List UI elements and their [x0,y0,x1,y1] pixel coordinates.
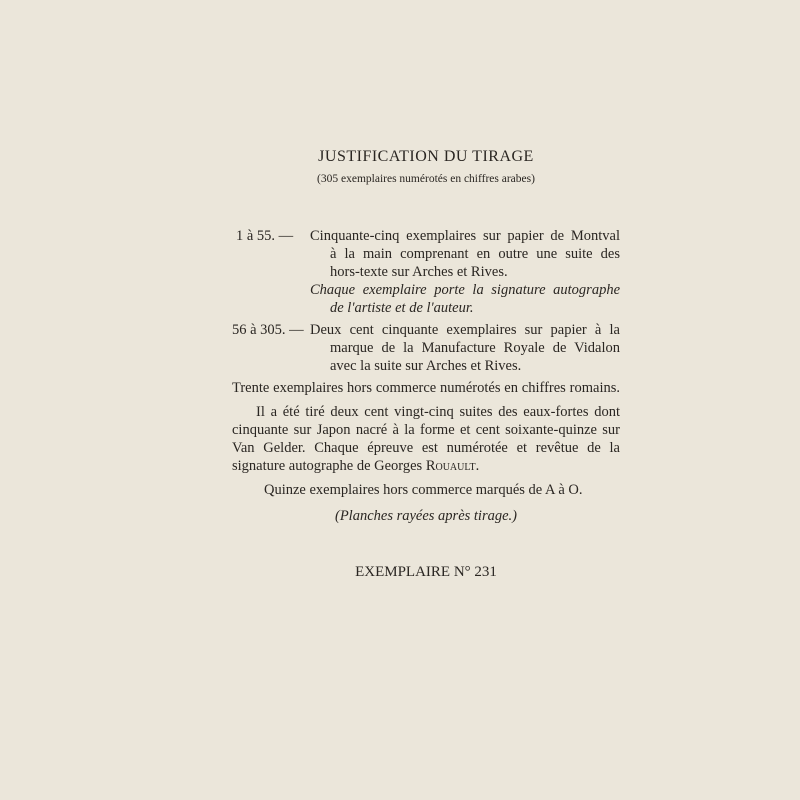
suites-line: cinquante sur Japon nacré à la forme et cent soixante-quinze sur [232,422,620,438]
page-title: JUSTIFICATION DU TIRAGE [318,148,534,165]
entry1-label: 1 à 55. — [236,228,294,244]
entry1-line: à la main comprenant en outre une suite des [330,246,620,262]
entry2-line: marque de la Manufacture Royale de Vidalon [330,340,620,356]
hors-commerce-lettres: Quinze exemplaires hors commerce marqués de A à O. [264,482,583,498]
entry1-line: hors-texte sur Arches et Rives. [330,264,508,280]
subtitle: (305 exemplaires numérotés en chiffres arabes) [317,173,535,185]
entry2-line: avec la suite sur Arches et Rives. [330,358,522,374]
entry2-label: 56 à 305. — [232,322,304,338]
entry2-line: Deux cent cinquante exemplaires sur papier à la [310,322,620,338]
suites-line [232,457,479,475]
suites-line: Van Gelder. Chaque épreuve est numérotée et revêtue de la [232,440,620,456]
entry1-line: Cinquante-cinq exemplaires sur papier de Montval [310,228,620,244]
entry1-note: de l'artiste et de l'auteur. [330,300,474,316]
suites-text: signature autographe de Georges [232,458,423,474]
hors-commerce-romains: Trente exemplaires hors commerce numérotés en chiffres romains. [232,380,620,396]
artist-name: Rouault. [425,458,480,474]
exemplaire-number [232,563,620,581]
entry1-note: Chaque exemplaire porte la signature autographe [310,282,620,298]
exemplaire-label: EXEMPLAIRE N° [355,564,471,580]
exemplaire-value: 231 [474,564,497,580]
planches-note: (Planches rayées après tirage.) [334,508,517,524]
suites-line: Il a été tiré deux cent vingt-cinq suites des eaux-fortes dont [256,404,620,420]
